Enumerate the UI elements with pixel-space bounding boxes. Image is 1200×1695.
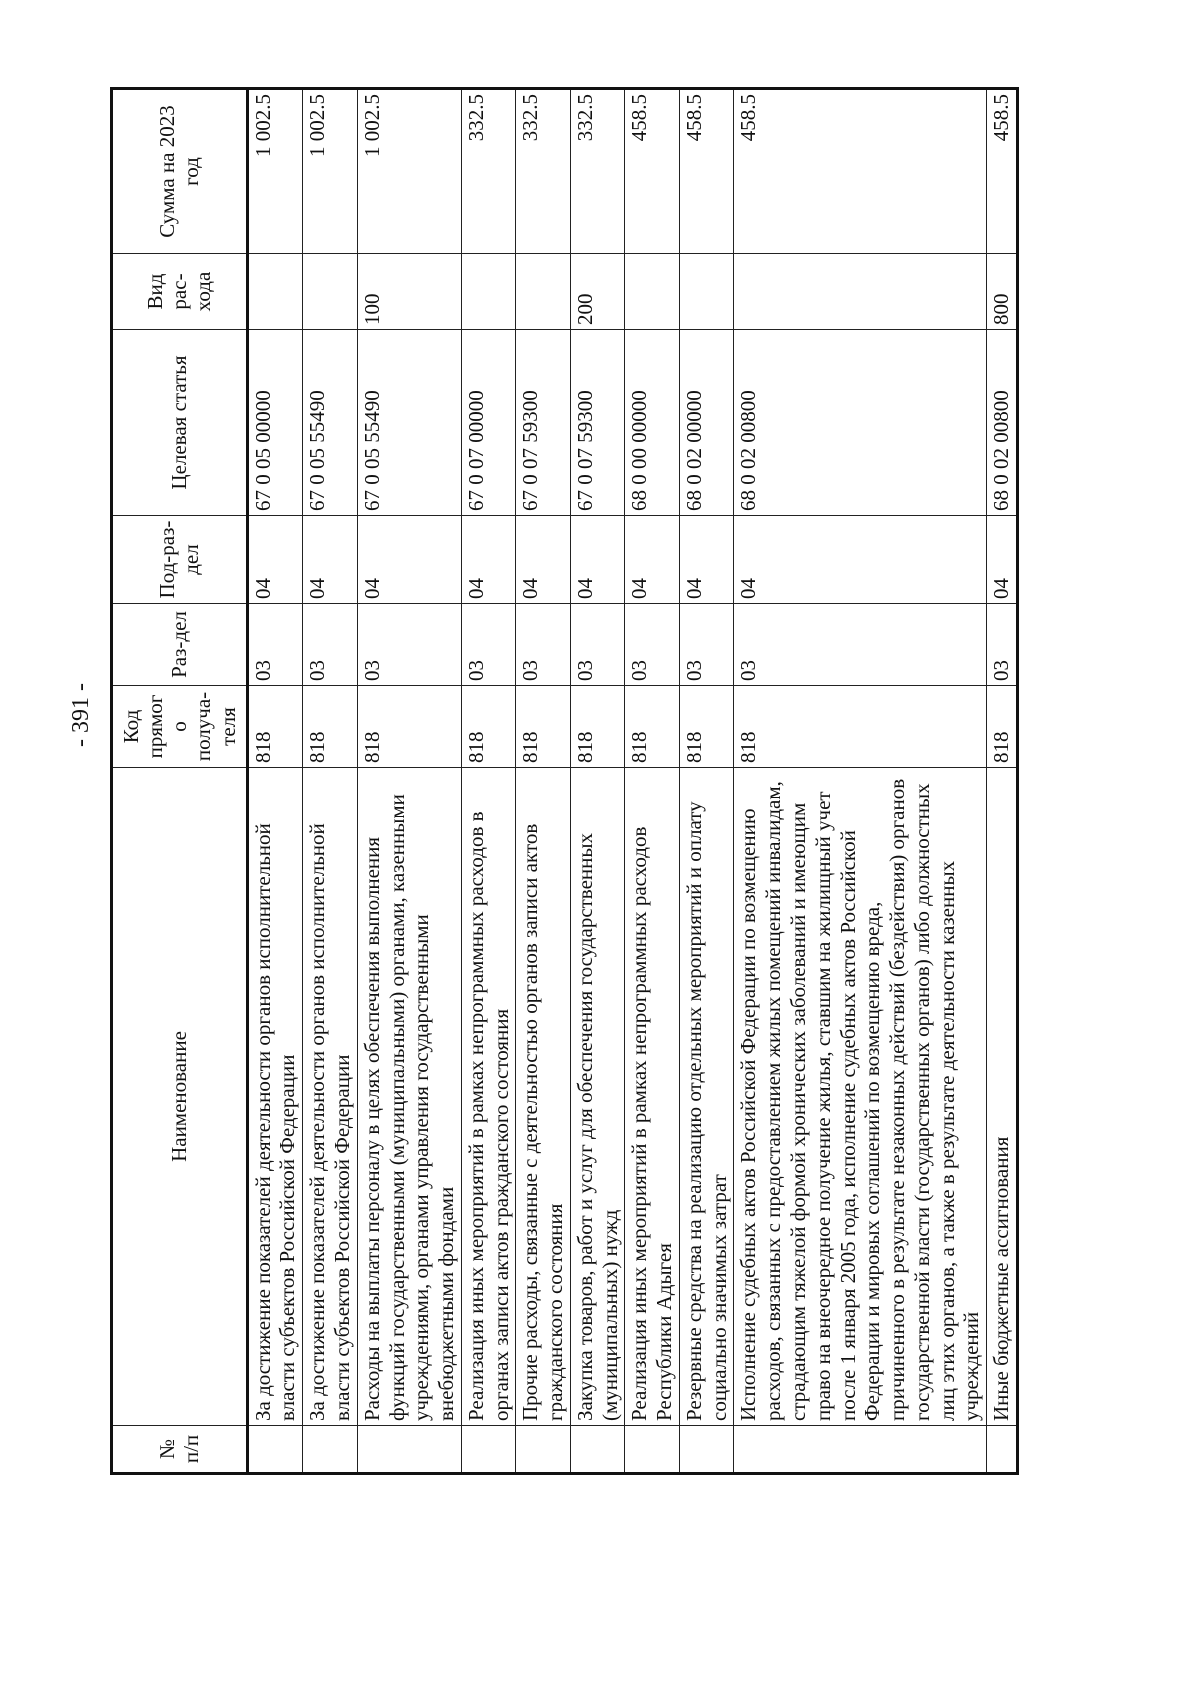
- cell-statya: 68 0 00 00000: [625, 330, 680, 516]
- cell-sum: 458.5: [734, 89, 987, 254]
- header-code: Код прямого получа-теля: [112, 686, 248, 768]
- cell-sum: 458.5: [625, 89, 680, 254]
- cell-num: [247, 1426, 303, 1474]
- cell-sum: 332.5: [570, 89, 625, 254]
- header-podrazdel: Под-раз-дел: [112, 516, 248, 604]
- cell-sum: 332.5: [461, 89, 516, 254]
- cell-code: 818: [679, 686, 734, 768]
- cell-vid: 800: [987, 254, 1018, 330]
- cell-name: Закупка товаров, работ и услуг для обеспечения государственных (муниципальных) нужд: [570, 768, 625, 1426]
- cell-sum: 1 002.5: [247, 89, 303, 254]
- cell-razdel: 03: [734, 604, 987, 686]
- cell-name: Реализация иных мероприятий в рамках непрограммных расходов в органах записи актов гражданского состояния: [461, 768, 516, 1426]
- cell-code: 818: [570, 686, 625, 768]
- cell-vid: [734, 254, 987, 330]
- cell-code: 818: [516, 686, 571, 768]
- cell-num: [679, 1426, 734, 1474]
- cell-name: За достижение показателей деятельности органов исполнительной власти субъектов Российской Федерации: [303, 768, 358, 1426]
- cell-vid: [516, 254, 571, 330]
- cell-razdel: 03: [516, 604, 571, 686]
- cell-statya: 67 0 07 00000: [461, 330, 516, 516]
- cell-podrazdel: 04: [570, 516, 625, 604]
- header-razdel: Раз-дел: [112, 604, 248, 686]
- cell-podrazdel: 04: [247, 516, 303, 604]
- table-row: [303, 89, 358, 1474]
- cell-code: 818: [461, 686, 516, 768]
- cell-statya: 67 0 07 59300: [570, 330, 625, 516]
- cell-podrazdel: 04: [625, 516, 680, 604]
- cell-num: [734, 1426, 987, 1474]
- cell-statya: 68 0 02 00800: [734, 330, 987, 516]
- header-vid: Вид рас-хода: [112, 254, 248, 330]
- cell-code: 818: [303, 686, 358, 768]
- cell-sum: 1 002.5: [303, 89, 358, 254]
- table-row: [516, 89, 571, 1474]
- cell-sum: 332.5: [516, 89, 571, 254]
- cell-statya: 67 0 05 55490: [303, 330, 358, 516]
- cell-vid: [625, 254, 680, 330]
- cell-statya: 67 0 05 00000: [247, 330, 303, 516]
- cell-num: [625, 1426, 680, 1474]
- cell-code: 818: [625, 686, 680, 768]
- header-num: № п/п: [112, 1426, 248, 1474]
- cell-name: Реализация иных мероприятий в рамках непрограммных расходов Республики Адыгея: [625, 768, 680, 1426]
- header-statya: Целевая статья: [112, 330, 248, 516]
- cell-razdel: 03: [461, 604, 516, 686]
- cell-podrazdel: 04: [987, 516, 1018, 604]
- cell-razdel: 03: [987, 604, 1018, 686]
- budget-table: [110, 87, 1019, 1475]
- cell-podrazdel: 04: [303, 516, 358, 604]
- cell-statya: 67 0 05 55490: [357, 330, 461, 516]
- cell-vid: [461, 254, 516, 330]
- cell-sum: 1 002.5: [357, 89, 461, 254]
- cell-vid: 100: [357, 254, 461, 330]
- cell-code: 818: [734, 686, 987, 768]
- cell-razdel: 03: [303, 604, 358, 686]
- cell-razdel: 03: [679, 604, 734, 686]
- cell-num: [987, 1426, 1018, 1474]
- table-row: [625, 89, 680, 1474]
- page-number: - 391 -: [68, 683, 94, 747]
- budget-table-wrap: [110, 90, 1019, 1475]
- cell-num: [461, 1426, 516, 1474]
- cell-razdel: 03: [625, 604, 680, 686]
- header-sum: Сумма на 2023 год: [112, 89, 248, 254]
- cell-vid: [679, 254, 734, 330]
- cell-name: Иные бюджетные ассигнования: [987, 768, 1018, 1426]
- cell-num: [357, 1426, 461, 1474]
- cell-statya: 68 0 02 00800: [987, 330, 1018, 516]
- cell-code: 818: [247, 686, 303, 768]
- table-row: [679, 89, 734, 1474]
- cell-vid: [303, 254, 358, 330]
- cell-razdel: 03: [570, 604, 625, 686]
- cell-num: [303, 1426, 358, 1474]
- cell-name: Расходы на выплаты персоналу в целях обеспечения выполнения функций государственными (муниципальными) органами, казенными учреждениями, органами управления государственными внебюджетными фондами: [357, 768, 461, 1426]
- cell-podrazdel: 04: [679, 516, 734, 604]
- cell-razdel: 03: [247, 604, 303, 686]
- table-header: [112, 89, 248, 1474]
- cell-vid: [247, 254, 303, 330]
- cell-name: Исполнение судебных актов Российской Федерации по возмещению расходов, связанных с предоставлением жилых помещений инвалидам, страдающим тяжелой формой хронических заболеваний и имеющим право на внеочередное получение жилья, ставшим на жилищный учет после 1 января 2005 года, исполнение судебных актов Российской Федерации и мировых соглашений по возмещению вреда, причиненного в результате незаконных действий (бездействия) органов государственной власти (государственных органов) либо должностных лиц этих органов, а также в результате деятельности казенных учреждений: [734, 768, 987, 1426]
- cell-podrazdel: 04: [357, 516, 461, 604]
- cell-sum: 458.5: [679, 89, 734, 254]
- cell-podrazdel: 04: [516, 516, 571, 604]
- cell-razdel: 03: [357, 604, 461, 686]
- cell-code: 818: [987, 686, 1018, 768]
- table-row: [570, 89, 625, 1474]
- table-row: [357, 89, 461, 1474]
- cell-name: За достижение показателей деятельности органов исполнительной власти субъектов Российской Федерации: [247, 768, 303, 1426]
- cell-name: Прочие расходы, связанные с деятельностью органов записи актов гражданского состояния: [516, 768, 571, 1426]
- cell-num: [570, 1426, 625, 1474]
- header-name: Наименование: [112, 768, 248, 1426]
- table-row: [987, 89, 1018, 1474]
- cell-vid: 200: [570, 254, 625, 330]
- cell-name: Резервные средства на реализацию отдельных мероприятий и оплату социально значимых затрат: [679, 768, 734, 1426]
- table-row: [734, 89, 987, 1474]
- cell-num: [516, 1426, 571, 1474]
- cell-statya: 67 0 07 59300: [516, 330, 571, 516]
- cell-code: 818: [357, 686, 461, 768]
- cell-statya: 68 0 02 00000: [679, 330, 734, 516]
- cell-podrazdel: 04: [461, 516, 516, 604]
- table-body: [247, 89, 1017, 1474]
- cell-podrazdel: 04: [734, 516, 987, 604]
- cell-sum: 458.5: [987, 89, 1018, 254]
- table-row: [247, 89, 303, 1474]
- table-row: [461, 89, 516, 1474]
